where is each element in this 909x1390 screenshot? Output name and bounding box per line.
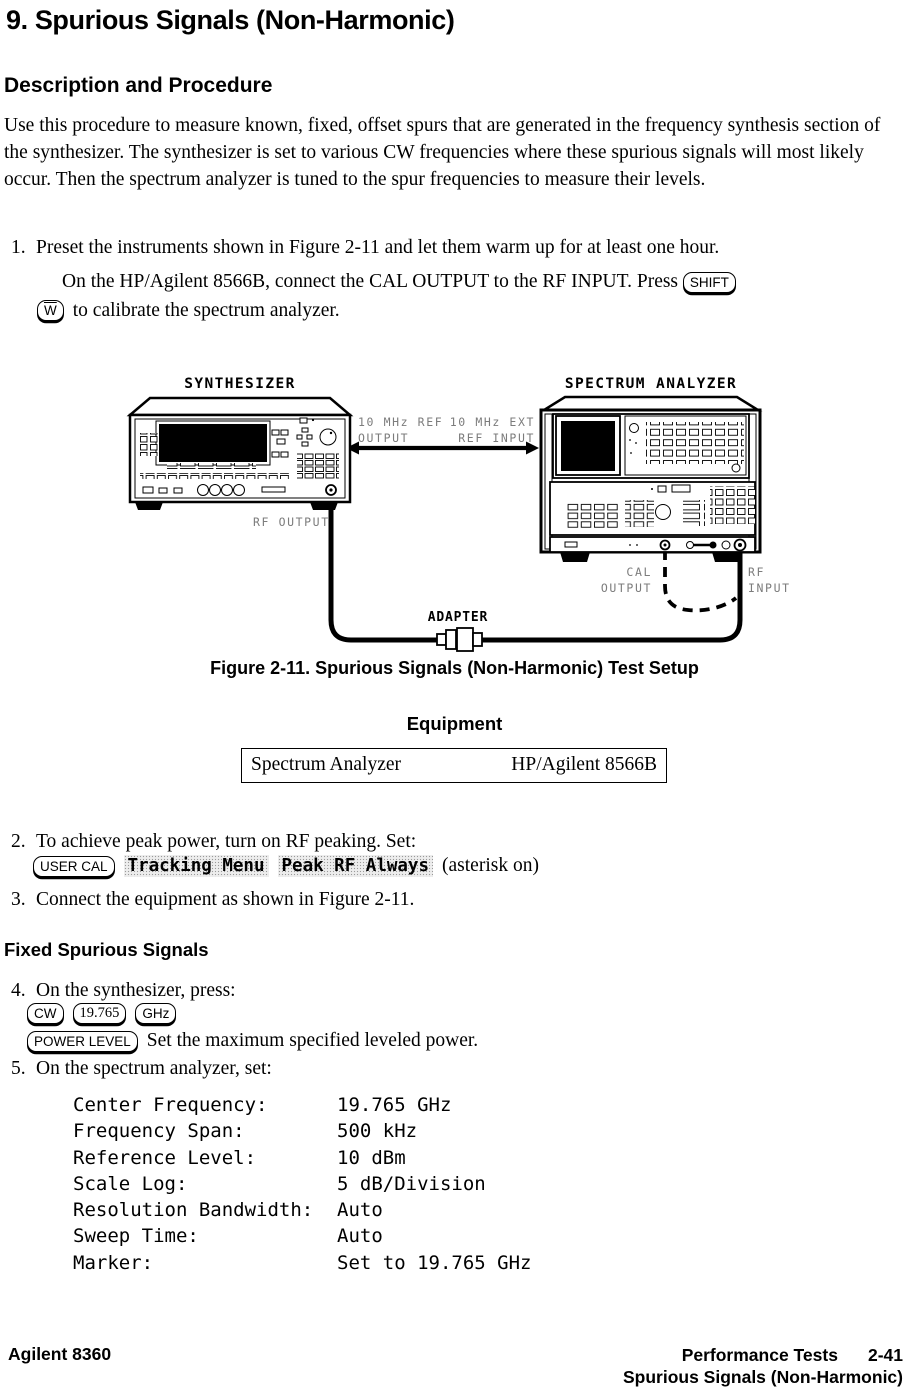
step-5-number: 5. (11, 1058, 26, 1079)
footer-right (623, 1344, 903, 1388)
step-1-text: Preset the instruments shown in Figure 2-11 and let them warm up for at least one hour. (36, 237, 720, 258)
test-setup-diagram (0, 356, 909, 658)
rf-output-label: RF OUTPUT (253, 515, 330, 529)
step-3-text: Connect the equipment as shown in Figure 2-11. (36, 889, 415, 910)
adapter-label: ADAPTER (427, 610, 489, 625)
shift-key: SHIFT (683, 272, 736, 293)
step-5-text: On the spectrum analyzer, set: (36, 1058, 272, 1079)
cal-output-label-line2: OUTPUT (600, 581, 652, 595)
synth-display (159, 424, 267, 462)
section-heading: Description and Procedure (4, 74, 273, 97)
ref-input-label-line2: REF INPUT (458, 431, 535, 445)
synthesizer-drawing (130, 376, 350, 510)
menu-item-tracking: Tracking Menu (124, 855, 269, 877)
step-1-continuation (37, 268, 897, 324)
fixed-spurious-heading: Fixed Spurious Signals (4, 939, 209, 960)
figure-2-11 (0, 356, 909, 658)
setting-row: Frequency Span: 500 kHz (73, 1120, 418, 1143)
step-3-number: 3. (11, 889, 26, 910)
w-key: $\overline{W}$ (37, 300, 64, 321)
footer-right-line1: Performance Tests 2-41 (681, 1345, 903, 1365)
equipment-model: HP/Agilent 8566B (511, 754, 657, 775)
step-4-text: On the synthesizer, press: (36, 980, 236, 1001)
footer-left: Agilent 8360 (8, 1344, 112, 1364)
rf-input-label-line1: RF (748, 565, 766, 579)
cw-key: CW (27, 1003, 64, 1024)
step-1b-line1 (37, 268, 897, 295)
setting-row: Marker: Set to 19.765 GHz (73, 1251, 532, 1274)
synthesizer-label: SYNTHESIZER (184, 376, 296, 392)
step-4-power (27, 1030, 478, 1052)
step-2-number: 2. (11, 831, 26, 852)
step-1b-post: to calibrate the spectrum analyzer. (72, 300, 340, 321)
spectrum-analyzer-drawing (541, 376, 760, 562)
synth-keypad (297, 453, 339, 479)
frequency-value-key: 19.765 (73, 1003, 127, 1024)
adapter-symbol (437, 628, 482, 651)
page-title: 9. Spurious Signals (Non-Harmonic) (6, 5, 455, 35)
analyzer-crt (561, 421, 615, 471)
step-1b-pre: On the HP/Agilent 8566B, connect the CAL OUTPUT to the RF INPUT. Press (62, 271, 679, 292)
cal-output-label-line1: CAL (626, 565, 652, 579)
synth-softkeys (167, 463, 256, 469)
step-2 (0, 828, 905, 855)
ref-output-label-line2: OUTPUT (358, 431, 410, 445)
step-5 (0, 1055, 905, 1082)
footer-right-line2: Spurious Signals (Non-Harmonic) (622, 1367, 903, 1387)
step-4-keys (27, 1003, 176, 1024)
ref-output-label-line1: 10 MHz REF (358, 415, 444, 429)
menu-item-peak-rf: Peak RF Always (278, 855, 434, 877)
setting-row: Reference Level: 10 dBm (73, 1146, 406, 1169)
ref-input-label-line1: 10 MHz EXT (449, 415, 535, 429)
step-4-number: 4. (11, 980, 26, 1001)
page-number: 2-41 (867, 1345, 903, 1365)
step-4-post: Set the maximum specified leveled power. (146, 1030, 479, 1051)
equipment-heading: Equipment (406, 713, 503, 734)
setting-row: Scale Log: 5 dB/Division (73, 1172, 486, 1195)
power-level-key: POWER LEVEL (27, 1031, 138, 1052)
step-2-post: (asterisk on) (442, 855, 539, 876)
setting-row: Center Frequency: 19.765 GHz (73, 1094, 452, 1116)
step-3 (0, 886, 905, 913)
equipment-table (241, 748, 667, 783)
intro-paragraph: Use this procedure to measure known, fixed, offset spurs that are generated in the frequency synthesis section of the synthesizer. The synthesizer is set to various CW frequencies where these spurious signals will most likely occur. Then the spectrum analyzer is tuned to the spur frequencies to measure their levels. (4, 115, 881, 190)
step-2-text: To achieve peak power, turn on RF peaking. Set: (36, 831, 417, 852)
rf-input-label-line2: INPUT (748, 581, 791, 595)
synth-knob (320, 429, 336, 445)
equipment-item: Spectrum Analyzer (251, 754, 401, 775)
user-cal-key: USER CAL (33, 856, 115, 877)
figure-caption: Figure 2-11. Spurious Signals (Non-Harmonic) Test Setup (210, 658, 699, 678)
setting-row: Resolution Bandwidth: Auto (73, 1199, 383, 1222)
analyzer-knob (656, 505, 671, 520)
step-4 (0, 977, 905, 1004)
spectrum-analyzer-label: SPECTRUM ANALYZER (564, 376, 738, 392)
setting-row: Sweep Time: Auto (73, 1225, 383, 1248)
ghz-key: GHz (135, 1003, 176, 1024)
analyzer-settings-list (73, 1092, 531, 1276)
step-1b-line2 (37, 297, 897, 324)
step-1 (0, 234, 905, 261)
step-1-number: 1. (11, 237, 26, 258)
page-footer (8, 1344, 903, 1388)
step-2-keys (33, 855, 539, 877)
